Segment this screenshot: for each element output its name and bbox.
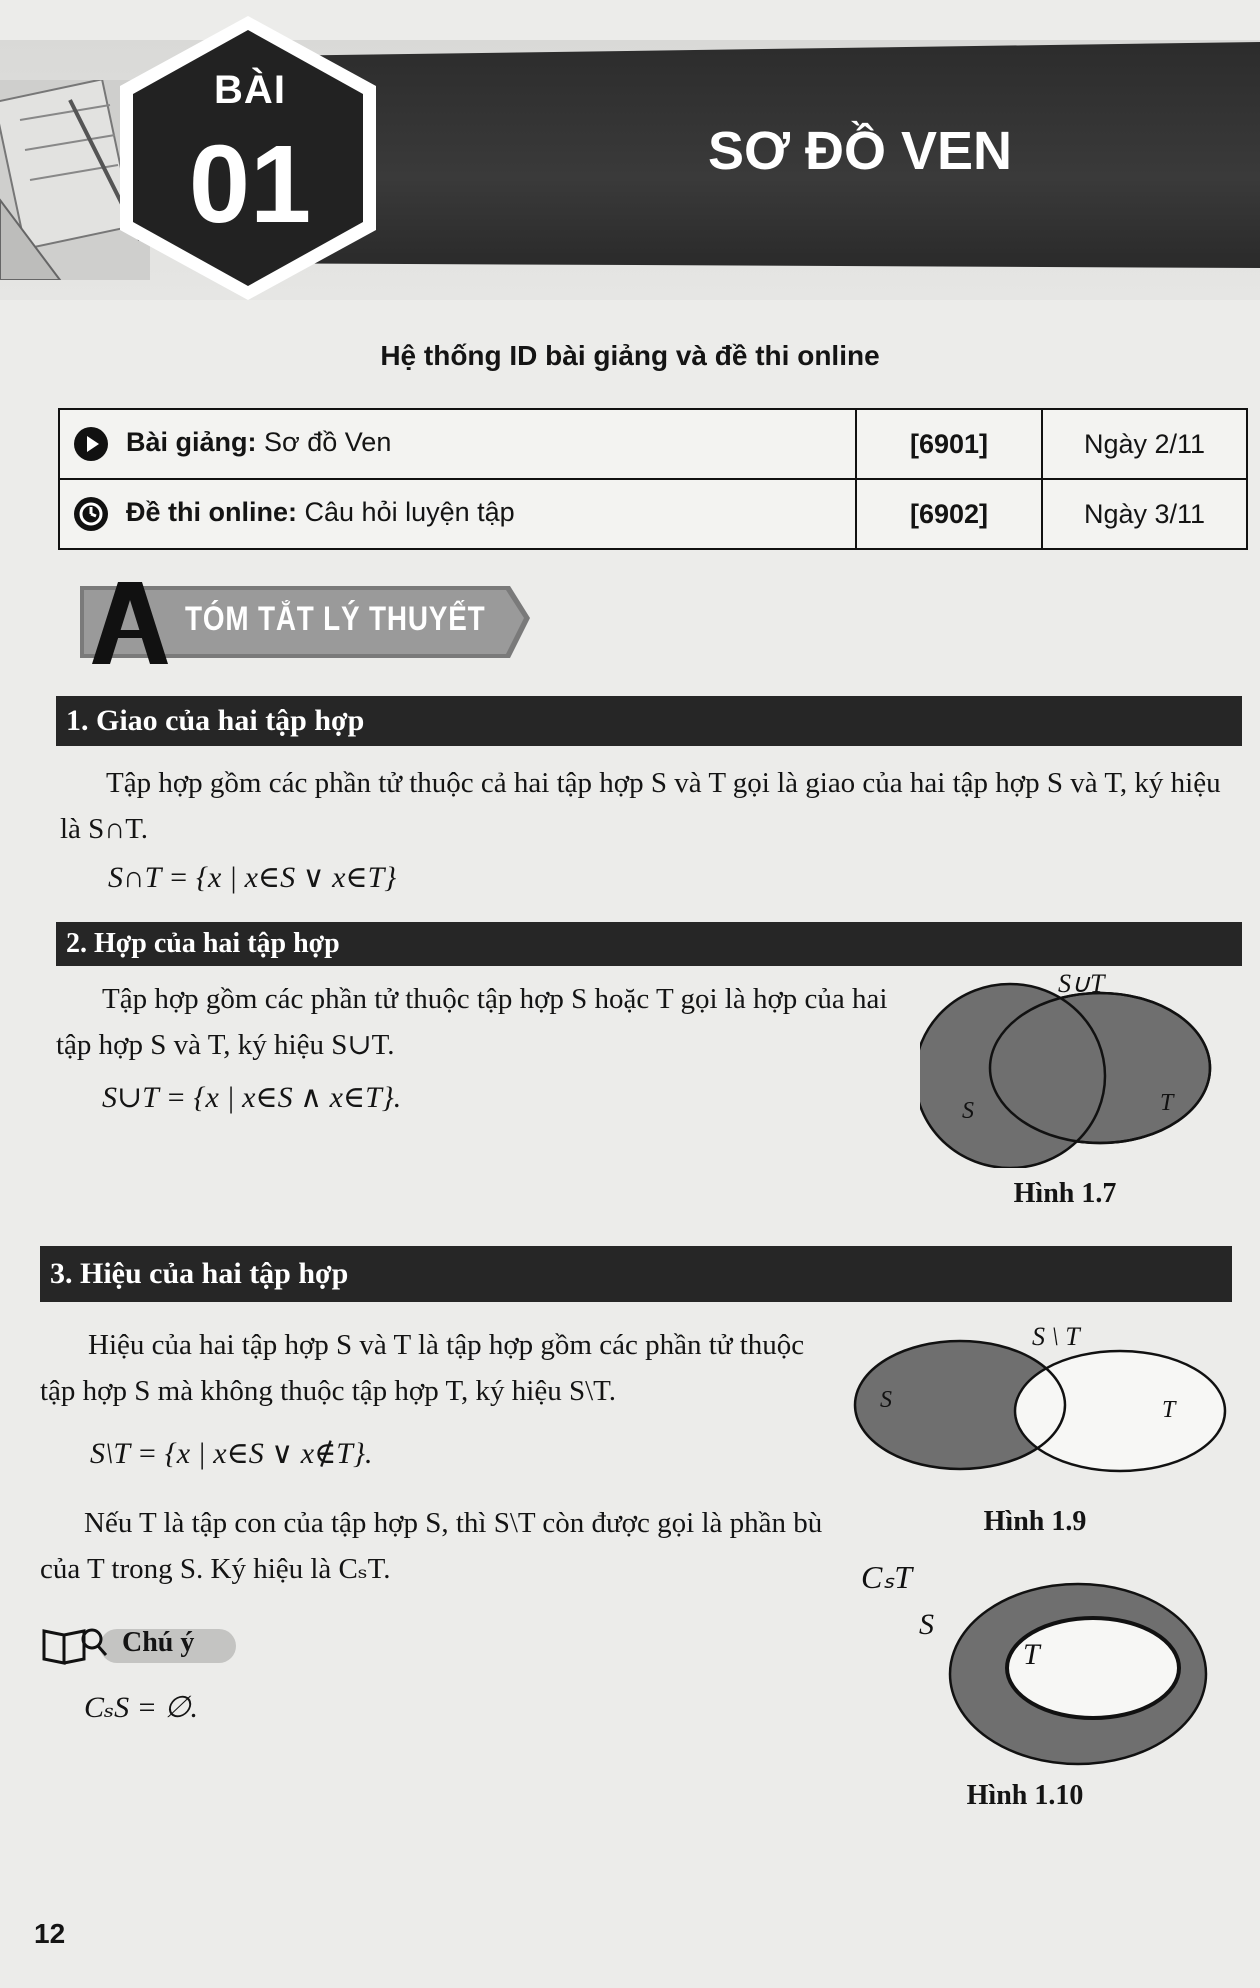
figure-caption: Hình 1.7 bbox=[1013, 1178, 1117, 1209]
lesson-label: BÀI bbox=[214, 68, 286, 112]
section-1-bar bbox=[56, 696, 1242, 746]
section-3-paragraph-2: Nếu T là tập con của tập hợp S, thì S\T còn được gọi là phần bù của T trong S. Ký hiệu là CₛT. bbox=[40, 1507, 823, 1585]
exam-code: [6902] bbox=[856, 479, 1042, 549]
figure-label: S∪T bbox=[1058, 969, 1105, 998]
lesson-number: 01 bbox=[188, 123, 312, 246]
set-s-label: S bbox=[962, 1098, 974, 1124]
section-2-paragraph: Tập hợp gồm các phần tử thuộc tập hợp S hoặc T gọi là hợp của hai tập hợp S và T, ký hiệu S∪T. bbox=[56, 983, 888, 1061]
figure-caption: Hình 1.10 bbox=[966, 1780, 1084, 1811]
table-row bbox=[59, 479, 1247, 549]
clock-icon bbox=[74, 497, 108, 531]
section-title: 3. Hiệu của hai tập hợp bbox=[50, 1257, 349, 1290]
lecture-cell[interactable] bbox=[59, 409, 856, 479]
lecture-code: [6901] bbox=[856, 409, 1042, 479]
figure-label: CₛT bbox=[861, 1559, 913, 1595]
set-s-label: S bbox=[919, 1608, 934, 1641]
section-2-formula: S∪T = {x | x∈S ∧ x∈T}. bbox=[102, 1081, 402, 1114]
section-2-bar bbox=[56, 922, 1242, 966]
venn-difference-figure bbox=[850, 1315, 1230, 1475]
figure-label: S \ T bbox=[1032, 1322, 1080, 1351]
play-icon bbox=[74, 427, 108, 461]
row-text: Câu hỏi luyện tập bbox=[304, 497, 515, 528]
set-s-label: S bbox=[880, 1387, 892, 1413]
id-table bbox=[58, 408, 1248, 550]
section-3-formula: S\T = {x | x∈S ∨ x∉T}. bbox=[90, 1437, 373, 1470]
note-formula: CₛS = ∅. bbox=[84, 1691, 198, 1724]
set-t-label: T bbox=[1160, 1090, 1174, 1116]
set-t-label: T bbox=[1162, 1397, 1176, 1423]
id-system-heading: Hệ thống ID bài giảng và đề thi online bbox=[380, 340, 880, 371]
figure-caption: Hình 1.9 bbox=[983, 1506, 1087, 1537]
complement-figure bbox=[855, 1556, 1215, 1768]
page-number: 12 bbox=[34, 1918, 66, 1949]
exam-cell[interactable] bbox=[59, 479, 856, 549]
row-label: Đề thi online: bbox=[126, 497, 297, 528]
venn-union-figure bbox=[920, 968, 1240, 1168]
row-label: Bài giảng: bbox=[126, 427, 257, 458]
table-row bbox=[59, 409, 1247, 479]
section-3-bar bbox=[40, 1246, 1232, 1302]
exam-date: Ngày 3/11 bbox=[1042, 479, 1247, 549]
set-t-label: T bbox=[1023, 1638, 1040, 1671]
section-title: 2. Hợp của hai tập hợp bbox=[66, 928, 340, 959]
lecture-date: Ngày 2/11 bbox=[1042, 409, 1247, 479]
row-text: Sơ đồ Ven bbox=[264, 427, 392, 458]
section-1-formula: S∩T = {x | x∈S ∨ x∈T} bbox=[108, 861, 397, 894]
section-title: 1. Giao của hai tập hợp bbox=[66, 704, 365, 737]
chapter-title: SƠ ĐỒ VEN bbox=[707, 121, 1013, 181]
note-label: Chú ý bbox=[122, 1627, 195, 1658]
section-a-title: TÓM TẮT LÝ THUYẾT bbox=[185, 600, 486, 638]
section-3-paragraph: Hiệu của hai tập hợp S và T là tập hợp gồm các phần tử thuộc tập hợp S mà không thuộc tập hợp T, ký hiệu S\T. bbox=[40, 1329, 805, 1407]
section-1-paragraph: Tập hợp gồm các phần tử thuộc cả hai tập hợp S và T gọi là giao của hai tập hợp S và T, ký hiệu là S∩T. bbox=[60, 767, 1221, 845]
